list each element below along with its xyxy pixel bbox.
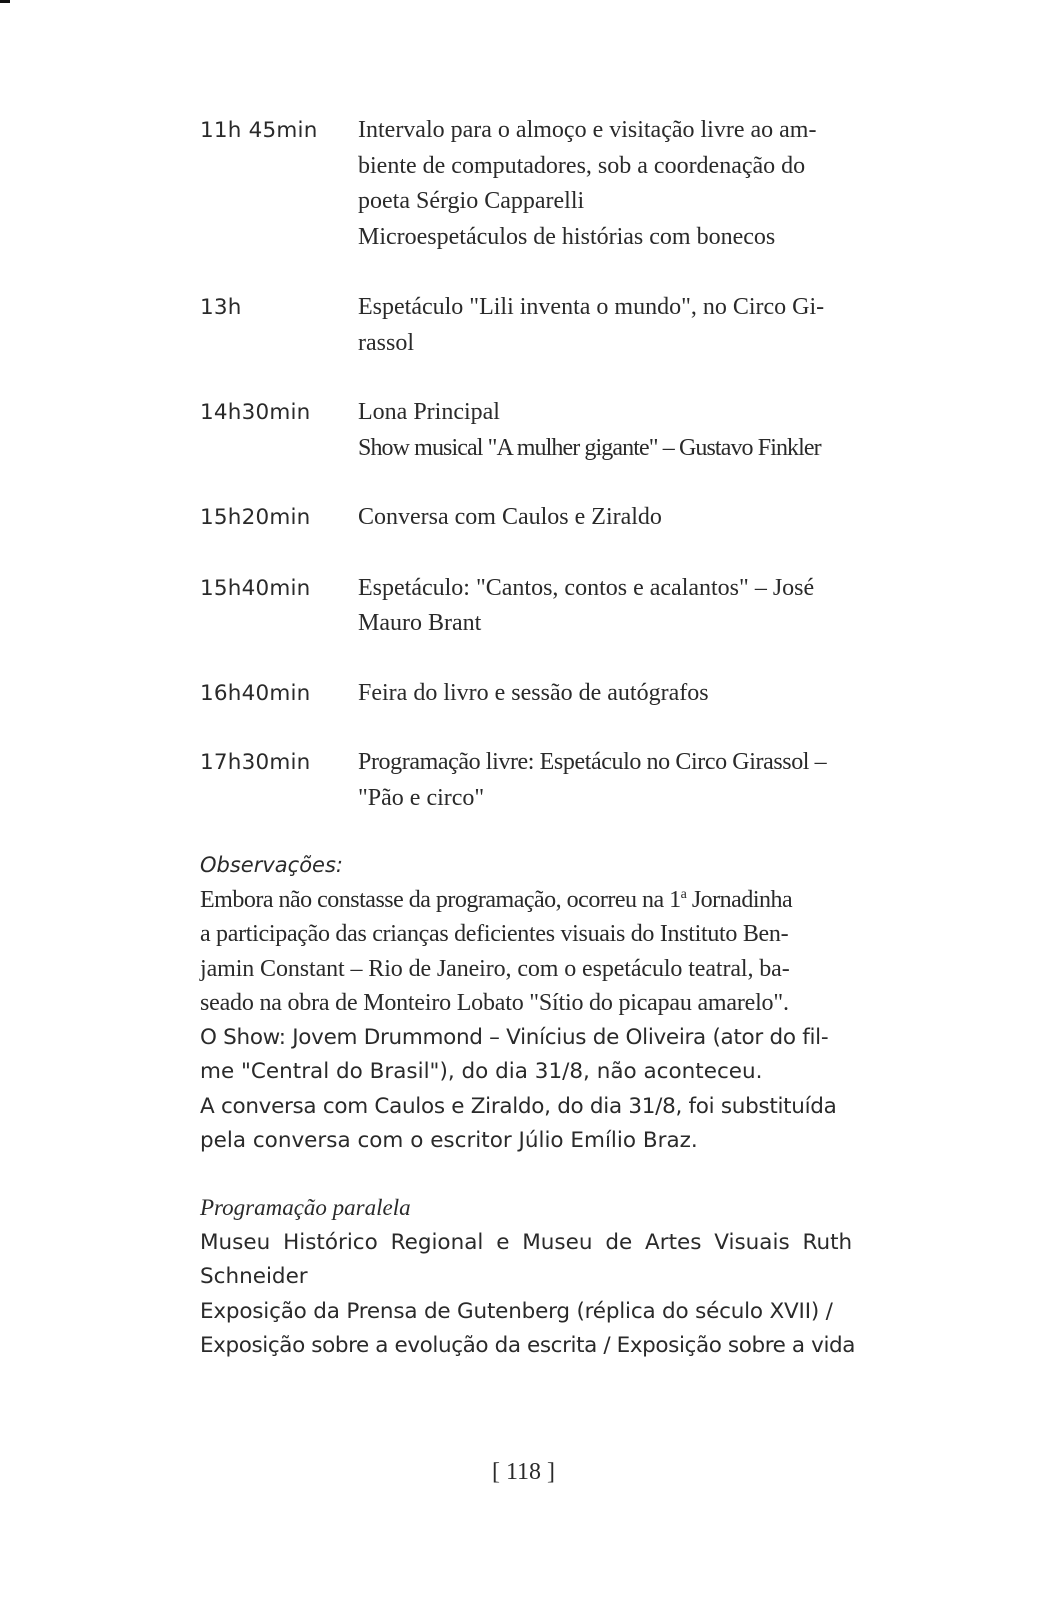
parallel-program-line: Museu Histórico Regional e Museu de Artes Visuais Ruth	[200, 1229, 853, 1255]
observations-line: A conversa com Caulos e Ziraldo, do dia 31/8, foi substituída	[200, 1093, 837, 1119]
schedule-row	[200, 571, 940, 642]
schedule-row	[200, 745, 940, 816]
schedule-row	[200, 676, 940, 712]
observations-line: me "Central do Brasil"), do dia 31/8, não aconteceu.	[200, 1059, 763, 1084]
parallel-program-line: Exposição sobre a evolução da escrita / Exposição sobre a vida	[200, 1333, 856, 1358]
schedule-description	[358, 290, 940, 361]
observations-line: a participação das crianças deficientes visuais do Instituto Ben-	[200, 921, 789, 947]
observations-line: jamin Constant – Rio de Janeiro, com o espetáculo teatral, ba-	[200, 955, 790, 982]
scan-corner-mark	[0, 0, 10, 3]
observations-line: O Show: Jovem Drummond – Vinícius de Oliveira (ator do fil-	[200, 1024, 829, 1050]
schedule-table	[200, 113, 940, 816]
schedule-description	[358, 745, 940, 816]
schedule-line: Intervalo para o almoço e visitação livre ao am-	[358, 117, 817, 143]
schedule-line: poeta Sérgio Capparelli	[358, 188, 585, 214]
schedule-line: biente de computadores, sob a coordenação do	[358, 152, 806, 179]
observations-heading: Observações:	[200, 853, 343, 877]
ordinal-superscript: a	[680, 886, 687, 902]
schedule-line: rassol	[358, 329, 414, 356]
schedule-time: 13h	[200, 295, 242, 320]
schedule-description	[358, 500, 940, 536]
schedule-line: Programação livre: Espetáculo no Circo Girassol –	[358, 749, 827, 775]
parallel-program-section	[200, 1191, 930, 1364]
observations-section	[200, 848, 930, 1159]
schedule-description	[358, 571, 940, 642]
observations-line: pela conversa com o escritor Júlio Emílio Braz.	[200, 1128, 698, 1153]
schedule-row	[200, 500, 940, 536]
schedule-time: 15h40min	[200, 575, 311, 601]
schedule-line: Microespetáculos de histórias com bonecos	[358, 223, 776, 250]
observations-text: Jornadinha	[686, 886, 793, 913]
observations-line: seado na obra de Monteiro Lobato "Sítio do picapau amarelo".	[200, 990, 789, 1016]
parallel-program-line: Exposição da Prensa de Gutenberg (réplica do século XVII) /	[200, 1298, 833, 1324]
schedule-line: Conversa com Caulos e Ziraldo	[358, 504, 662, 530]
schedule-time: 14h30min	[200, 400, 311, 425]
parallel-program-heading: Programação paralela	[200, 1195, 411, 1220]
page-number: [ 118 ]	[491, 1459, 556, 1485]
schedule-line: Show musical "A mulher gigante" – Gustavo Finkler	[358, 434, 821, 461]
observations-text: Embora não constasse da programação, ocorreu na 1	[200, 886, 681, 913]
schedule-row	[200, 290, 940, 361]
parallel-program-line: Schneider	[200, 1264, 308, 1289]
schedule-description	[358, 676, 940, 712]
schedule-line: Lona Principal	[358, 399, 500, 425]
schedule-time: 16h40min	[200, 680, 311, 706]
schedule-line: Espetáculo: "Cantos, contos e acalantos" – José	[358, 574, 815, 601]
schedule-time: 11h 45min	[200, 118, 318, 143]
schedule-line: Espetáculo "Lili inventa o mundo", no Circo Gi-	[358, 294, 825, 320]
schedule-row	[200, 113, 940, 255]
observations-line	[200, 883, 930, 918]
schedule-description	[358, 113, 940, 255]
schedule-time: 17h30min	[200, 750, 311, 775]
schedule-row	[200, 395, 940, 466]
schedule-description	[358, 395, 940, 466]
schedule-line: Mauro Brant	[358, 610, 482, 636]
schedule-time: 15h20min	[200, 505, 311, 530]
schedule-line: Feira do livro e sessão de autógrafos	[358, 679, 709, 706]
schedule-line: "Pão e circo"	[358, 784, 485, 811]
